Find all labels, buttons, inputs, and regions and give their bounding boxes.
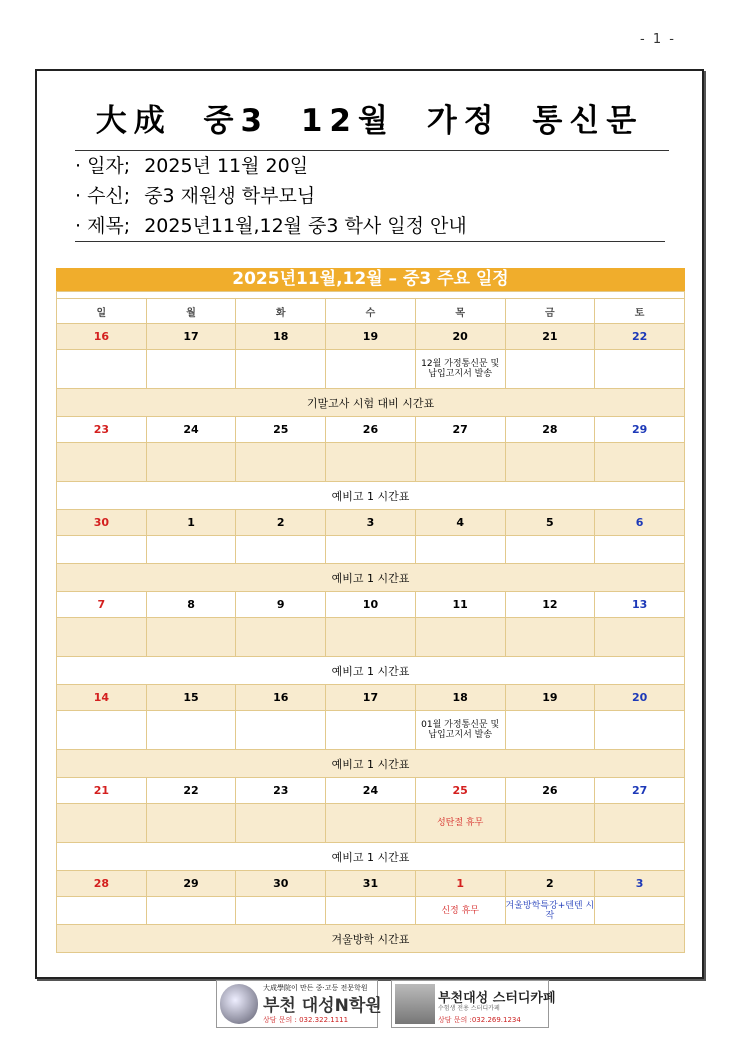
- event-cell: [505, 536, 595, 564]
- schedule-note-row: [57, 564, 685, 592]
- ad-contact: 상담 문의 :032.269.1234: [438, 1016, 521, 1024]
- event-cell: [57, 618, 147, 657]
- event-cell: 12월 가정통신문 및 납입고지서 발송: [415, 350, 505, 389]
- date-cell: 27: [415, 417, 505, 443]
- event-cell: [505, 711, 595, 750]
- date-cell: 20: [415, 324, 505, 350]
- page-number: - 1 -: [640, 32, 676, 47]
- event-row: [57, 350, 685, 389]
- event-cell: [57, 711, 147, 750]
- event-cell: [505, 804, 595, 843]
- schedule-note: 예비고 1 시간표: [57, 750, 685, 778]
- event-cell: [236, 897, 326, 925]
- event-cell: [505, 443, 595, 482]
- event-cell: [505, 618, 595, 657]
- event-cell: 01월 가정통신문 및 납입고지서 발송: [415, 711, 505, 750]
- date-cell: 23: [236, 778, 326, 804]
- event-cell: [57, 897, 147, 925]
- date-cell: 21: [57, 778, 147, 804]
- event-cell: [57, 804, 147, 843]
- academy-logo-icon: [220, 984, 258, 1024]
- date-cell: 19: [326, 324, 416, 350]
- meta-value: 2025년11월,12월 중3 학사 일정 안내: [144, 215, 467, 237]
- event-cell: [146, 536, 236, 564]
- meta-date: [75, 151, 308, 178]
- schedule-note-row: [57, 482, 685, 510]
- event-cell: [146, 350, 236, 389]
- date-cell: 11: [415, 592, 505, 618]
- weekday-label: 금: [505, 299, 595, 324]
- event-cell: [236, 536, 326, 564]
- schedule-note-row: [57, 750, 685, 778]
- date-cell: 16: [57, 324, 147, 350]
- date-cell: 2: [236, 510, 326, 536]
- event-row: [57, 897, 685, 925]
- event-row: [57, 804, 685, 843]
- date-cell: 13: [595, 592, 685, 618]
- schedule-note: 겨울방학 시간표: [57, 925, 685, 953]
- event-cell: [595, 350, 685, 389]
- event-cell: [146, 804, 236, 843]
- event-cell: [236, 711, 326, 750]
- date-cell: 30: [57, 510, 147, 536]
- schedule-note-row: [57, 657, 685, 685]
- event-cell: [57, 350, 147, 389]
- event-cell: [326, 536, 416, 564]
- ad-tagline: 大成學院이 만든 중·고등 전문학원: [263, 984, 368, 992]
- event-cell: [595, 897, 685, 925]
- event-cell: [326, 897, 416, 925]
- meta-key: · 일자;: [75, 155, 131, 177]
- date-cell: 7: [57, 592, 147, 618]
- schedule-note: 예비고 1 시간표: [57, 482, 685, 510]
- event-cell: [236, 350, 326, 389]
- ad-study-cafe[interactable]: [391, 980, 556, 1028]
- event-cell: [415, 536, 505, 564]
- event-cell: [326, 350, 416, 389]
- date-cell: 3: [326, 510, 416, 536]
- event-cell: [236, 618, 326, 657]
- date-cell: 1: [146, 510, 236, 536]
- schedule-note: 기말고사 시험 대비 시간표: [57, 389, 685, 417]
- event-cell: [326, 443, 416, 482]
- date-cell: 29: [146, 871, 236, 897]
- weekday-label: 목: [415, 299, 505, 324]
- event-cell: [595, 443, 685, 482]
- date-cell: 17: [326, 685, 416, 711]
- date-cell: 16: [236, 685, 326, 711]
- calendar-header: 2025년11월,12월 – 중3 주요 일정: [56, 268, 685, 291]
- event-row: [57, 711, 685, 750]
- weekday-label: 화: [236, 299, 326, 324]
- event-row: [57, 618, 685, 657]
- date-row: [57, 417, 685, 443]
- schedule-note: 예비고 1 시간표: [57, 564, 685, 592]
- event-cell: [236, 443, 326, 482]
- event-cell: [505, 350, 595, 389]
- event-cell: [57, 443, 147, 482]
- meta-value: 중3 재원생 학부모님: [144, 185, 316, 207]
- schedule-note: 예비고 1 시간표: [57, 843, 685, 871]
- date-cell: 5: [505, 510, 595, 536]
- meta-subject: [75, 211, 467, 238]
- date-cell: 14: [57, 685, 147, 711]
- event-cell: [326, 711, 416, 750]
- date-cell: 18: [236, 324, 326, 350]
- event-cell: [595, 536, 685, 564]
- date-cell: 29: [595, 417, 685, 443]
- ad-name: 부천 대성N학원: [263, 996, 382, 1016]
- event-cell: [146, 618, 236, 657]
- date-cell: 30: [236, 871, 326, 897]
- date-cell: 21: [505, 324, 595, 350]
- date-cell: 25: [236, 417, 326, 443]
- date-row: [57, 324, 685, 350]
- date-cell: 10: [326, 592, 416, 618]
- page-title: 大成 중3 12월 가정 통신문: [95, 103, 644, 139]
- event-cell: [146, 443, 236, 482]
- weekday-label: 토: [595, 299, 685, 324]
- event-cell: [415, 443, 505, 482]
- date-cell: 17: [146, 324, 236, 350]
- meta-recipient: [75, 181, 315, 208]
- date-row: [57, 685, 685, 711]
- date-row: [57, 871, 685, 897]
- ad-name: 부천대성 스터디카페: [438, 991, 556, 1006]
- date-cell: 28: [505, 417, 595, 443]
- date-cell: 25: [415, 778, 505, 804]
- event-cell: [146, 711, 236, 750]
- date-cell: 22: [146, 778, 236, 804]
- event-cell: [236, 804, 326, 843]
- date-cell: 18: [415, 685, 505, 711]
- date-cell: 24: [326, 778, 416, 804]
- meta-key: · 제목;: [75, 215, 131, 237]
- meta-key: · 수신;: [75, 185, 131, 207]
- date-cell: 12: [505, 592, 595, 618]
- event-cell: 신정 휴무: [415, 897, 505, 925]
- date-cell: 24: [146, 417, 236, 443]
- date-row: [57, 510, 685, 536]
- weekday-label: 수: [326, 299, 416, 324]
- event-cell: [146, 897, 236, 925]
- date-cell: 19: [505, 685, 595, 711]
- ad-academy[interactable]: [216, 980, 382, 1028]
- date-cell: 26: [326, 417, 416, 443]
- newsletter-frame: [35, 69, 704, 979]
- study-cafe-photo-icon: [395, 984, 435, 1024]
- date-cell: 22: [595, 324, 685, 350]
- spacer: [57, 292, 685, 299]
- ad-banner-area: [0, 980, 743, 1030]
- schedule-note-row: [57, 843, 685, 871]
- weekday-label: 일: [57, 299, 147, 324]
- event-cell: 성탄절 휴무: [415, 804, 505, 843]
- date-cell: 31: [326, 871, 416, 897]
- divider: [75, 241, 665, 242]
- date-cell: 26: [505, 778, 595, 804]
- schedule-note: 예비고 1 시간표: [57, 657, 685, 685]
- date-cell: 4: [415, 510, 505, 536]
- meta-value: 2025년 11월 20일: [144, 155, 309, 177]
- date-cell: 3: [595, 871, 685, 897]
- date-cell: 8: [146, 592, 236, 618]
- event-cell: [595, 711, 685, 750]
- weekday-label: 월: [146, 299, 236, 324]
- weekday-header-row: [57, 299, 685, 324]
- event-row: [57, 536, 685, 564]
- date-cell: 23: [57, 417, 147, 443]
- ad-contact: 상담 문의 : 032.322.1111: [263, 1016, 349, 1024]
- event-row: [57, 443, 685, 482]
- date-row: [57, 778, 685, 804]
- date-row: [57, 592, 685, 618]
- date-cell: 6: [595, 510, 685, 536]
- date-cell: 27: [595, 778, 685, 804]
- date-cell: 9: [236, 592, 326, 618]
- event-cell: [595, 804, 685, 843]
- calendar-table: [56, 291, 685, 953]
- date-cell: 20: [595, 685, 685, 711]
- date-cell: 28: [57, 871, 147, 897]
- ad-tagline: 수험생 전용 스터디카페: [438, 1005, 500, 1012]
- date-cell: 1: [415, 871, 505, 897]
- date-cell: 2: [505, 871, 595, 897]
- event-cell: 겨울방학특강+텐텐 시작: [505, 897, 595, 925]
- schedule-note-row: [57, 389, 685, 417]
- event-cell: [595, 618, 685, 657]
- event-cell: [415, 618, 505, 657]
- event-cell: [57, 536, 147, 564]
- event-cell: [326, 618, 416, 657]
- schedule-note-row: [57, 925, 685, 953]
- date-cell: 15: [146, 685, 236, 711]
- event-cell: [326, 804, 416, 843]
